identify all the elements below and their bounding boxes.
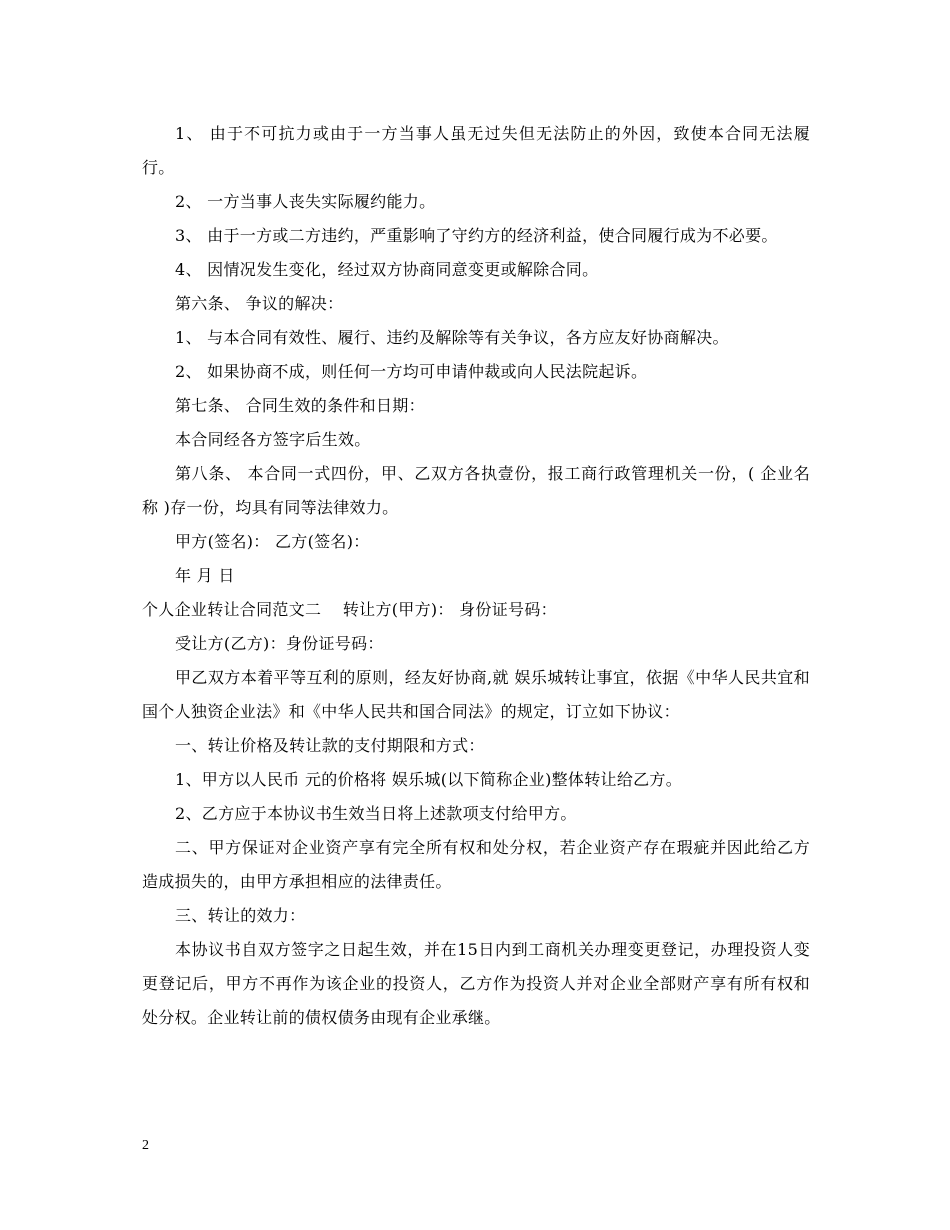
section-heading: 第七条、 合同生效的条件和日期： [175,396,425,415]
paragraph: 第八条、 本合同一式四份，甲、乙双方各执壹份，报工商行政管理机关一份，( 企业名称 )存一份，均具有同等法律效力。 [142,464,810,517]
signature-line: 甲方(签名)： 乙方(签名)： [175,532,370,551]
section-heading: 一、转让价格及转让款的支付期限和方式： [175,736,485,755]
paragraph: 2、 如果协商不成，则任何一方均可申请仲裁或向人民法院起诉。 [175,362,648,381]
document-body [142,117,810,1035]
paragraph: 3、 由于一方或二方违约，严重影响了守约方的经济利益，使合同履行成为不必要。 [175,226,778,245]
contract-title-line: 个人企业转让合同范文二 转让方(甲方)： 身份证号码： [142,600,557,619]
paragraph: 4、 因情况发生变化，经过双方协商同意变更或解除合同。 [175,260,599,279]
paragraph: 本协议书自双方签字之日起生效，并在15日内到工商机关办理变更登记，办理投资人变更登记后，甲方不再作为该企业的投资人，乙方作为投资人并对企业全部财产享有所有权和处分权。企业转让前的债权债务由现有企业承继。 [142,940,810,1027]
section-heading: 三、转让的效力： [175,906,306,925]
paragraph: 1、 与本合同有效性、履行、违约及解除等有关争议，各方应友好协商解决。 [175,328,729,347]
paragraph: 二、甲方保证对企业资产享有完全所有权和处分权，若企业资产存在瑕疵并因此给乙方造成损失的，由甲方承担相应的法律责任。 [142,838,810,891]
paragraph: 1、甲方以人民币 元的价格将 娱乐城(以下简称企业)整体转让给乙方。 [175,770,683,789]
paragraph: 2、乙方应于本协议书生效当日将上述款项支付给甲方。 [175,804,577,823]
paragraph: 本合同经各方签字后生效。 [175,430,371,449]
paragraph: 甲乙双方本着平等互利的原则，经友好协商,就 娱乐城转让事宜，依据《中华人民共宜和国个人独资企业法》和《中华人民共和国合同法》的规定，订立如下协议： [142,668,810,721]
date-line: 年 月 日 [175,566,235,585]
paragraph: 受让方(乙方)：身份证号码： [175,634,384,653]
paragraph: 1、 由于不可抗力或由于一方当事人虽无过失但无法防止的外因，致使本合同无法履行。 [142,124,810,177]
page-number: 2 [142,1138,149,1153]
section-heading: 第六条、 争议的解决： [175,294,344,313]
paragraph: 2、 一方当事人丧失实际履约能力。 [175,192,436,211]
